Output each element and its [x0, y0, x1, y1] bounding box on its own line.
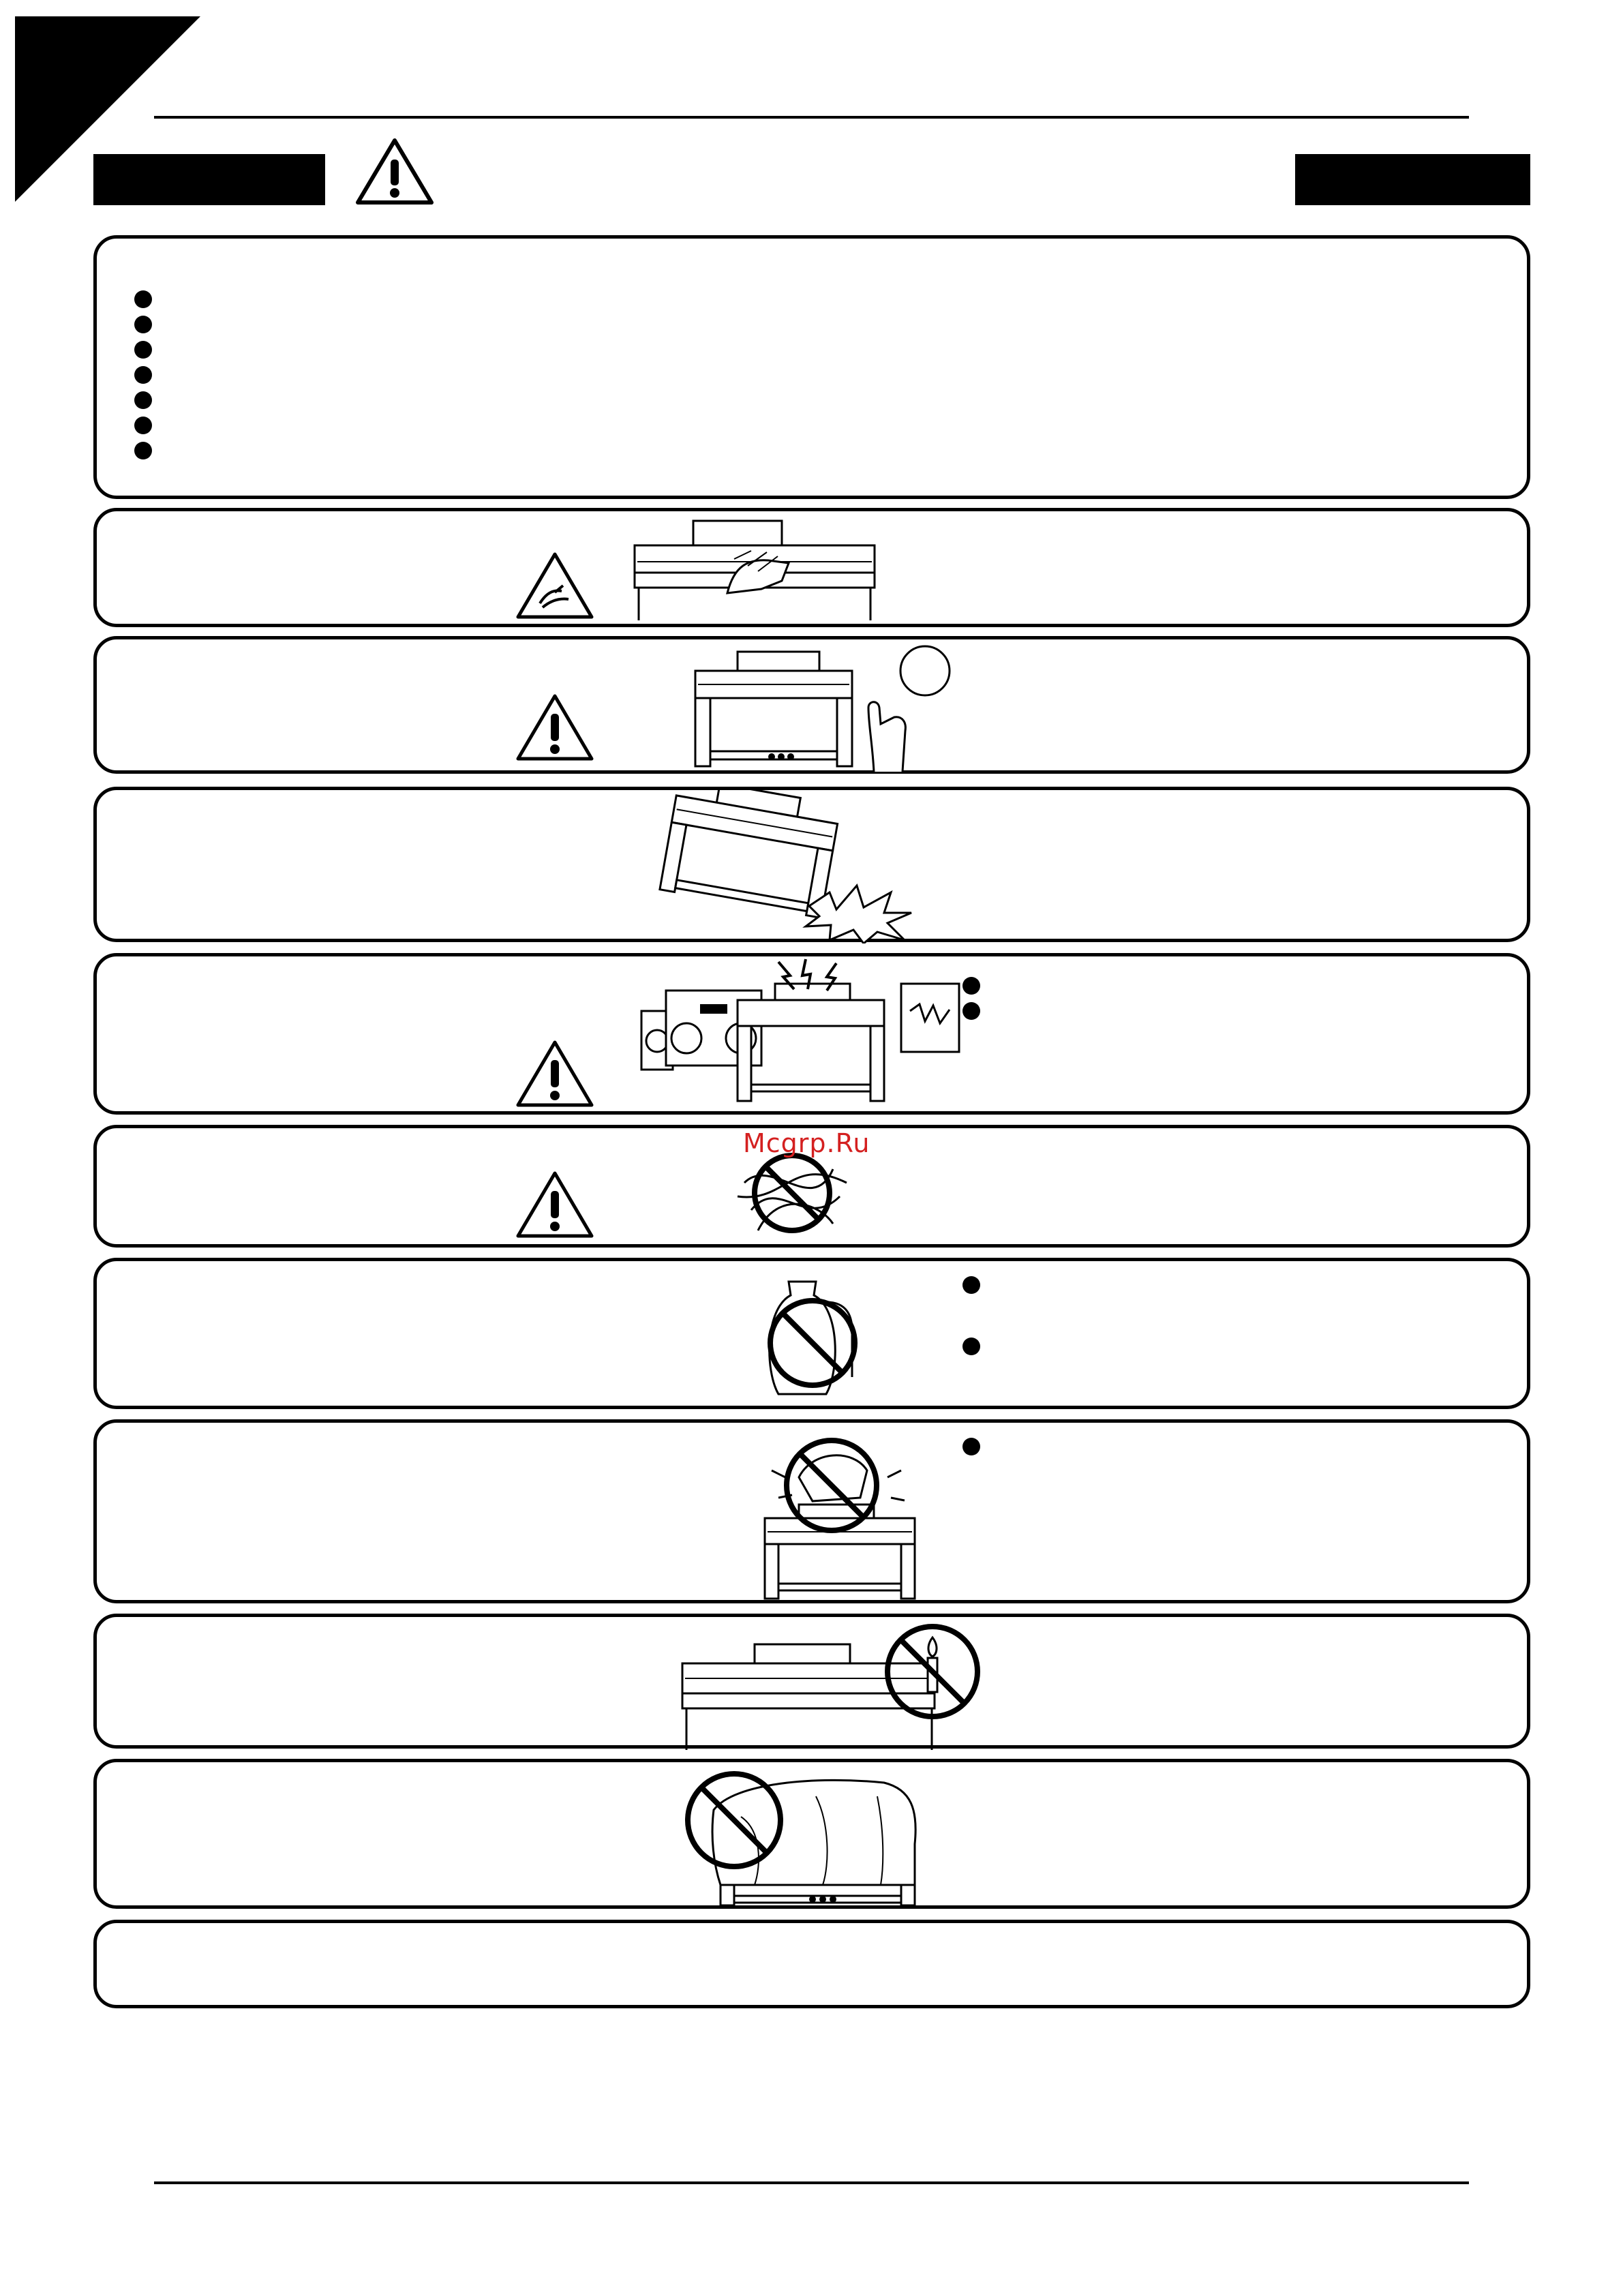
vase-prohibited-icon: [751, 1275, 874, 1404]
candle-prohibited-icon: [680, 1617, 1034, 1750]
section-interference: [93, 953, 1530, 1115]
section-heavy-object: [93, 1419, 1530, 1603]
bullet: [962, 977, 980, 995]
section-tilt-fall: [93, 787, 1530, 942]
bullet: [134, 442, 152, 459]
bullet: [962, 1438, 980, 1455]
section-cover: [93, 1759, 1530, 1909]
piano-power-finger-illustration: [690, 642, 1003, 773]
section-lid-hand: [93, 508, 1530, 627]
bottom-rule: [154, 2181, 1469, 2184]
piano-near-electronics-illustration: [639, 956, 966, 1106]
bullet: [134, 290, 152, 308]
warning-icon: [514, 692, 596, 763]
bullet: [134, 341, 152, 359]
bullet: [962, 1002, 980, 1020]
hand-on-top-prohibited-icon: [697, 1430, 983, 1600]
bullet: [134, 316, 152, 333]
bullet: [134, 391, 152, 409]
section-notice: [93, 1920, 1530, 2008]
bullet: [962, 1338, 980, 1355]
header-bar-right: [1295, 154, 1530, 205]
top-rule: [154, 116, 1469, 119]
warning-icon: [354, 136, 435, 206]
hand-pinch-warning-icon: [514, 550, 596, 621]
header-bar-left: [93, 154, 325, 205]
warning-icon: [514, 1169, 596, 1240]
bullet: [134, 417, 152, 434]
bullet-list-box: [93, 235, 1530, 499]
watermark-text: Mcgrp.Ru: [743, 1128, 870, 1158]
section-candle: [93, 1614, 1530, 1749]
cloth-cover-prohibited-icon: [680, 1769, 980, 1912]
bullet: [134, 366, 152, 384]
warning-icon: [514, 1038, 596, 1109]
section-power-button: [93, 636, 1530, 774]
piano-key-cover-illustration: [632, 518, 877, 620]
piano-falling-illustration: [652, 790, 973, 943]
bullet: [962, 1276, 980, 1294]
section-liquid: [93, 1258, 1530, 1409]
